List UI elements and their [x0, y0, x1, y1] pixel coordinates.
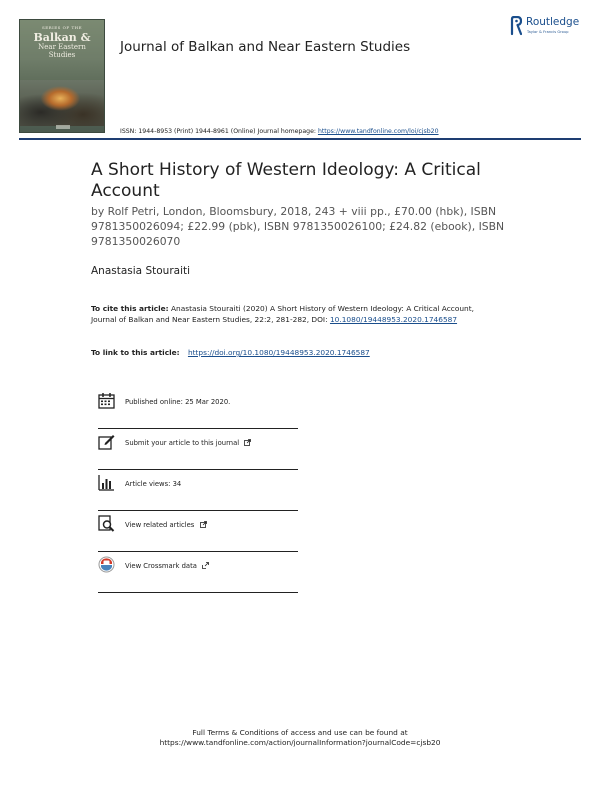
external-link-icon [202, 562, 209, 569]
publisher-tagline: Taylor & Francis Group [527, 30, 569, 34]
issn-line [120, 128, 439, 135]
page-footer [0, 728, 600, 748]
related-row[interactable] [98, 511, 298, 552]
citation-text: Anastasia Stouraiti (2020) A Short History of Western Ideology: A Critical Account, Journal of Balkan and Near Eastern Studies, 22:2, 281-282, DOI: [91, 304, 474, 324]
crossmark-label: View Crossmark data [125, 562, 197, 570]
edit-icon [98, 433, 115, 450]
citation-doi-link[interactable]: 10.1080/19448953.2020.1746587 [329, 315, 458, 324]
issn-text: ISSN: 1944-8953 (Print) 1944-8961 (Online) Journal homepage: [120, 128, 316, 135]
journal-title[interactable]: Journal of Balkan and Near Eastern Studies [120, 39, 411, 55]
cover-photo [20, 80, 104, 126]
submit-row[interactable] [98, 429, 298, 470]
article-subtitle: by Rolf Petri, London, Bloomsbury, 2018, 243 + viii pp., £70.00 (hbk), ISBN 9781350026094; £22.99 (pbk), ISBN 9781350026100; £24.82 (ebook), ISBN 9781350026070 [91, 205, 505, 248]
crossmark-icon [98, 556, 115, 573]
cover-title-line2: Near Eastern [38, 43, 86, 51]
external-link-icon [200, 521, 207, 528]
article-doi-link[interactable]: https://doi.org/10.1080/19448953.2020.1746587 [187, 348, 370, 357]
submit-article-label: Submit your article to this journal [125, 439, 240, 447]
published-row [98, 388, 298, 429]
related-articles-link[interactable] [125, 521, 207, 529]
cover-title [24, 26, 100, 59]
routledge-r-icon [510, 16, 522, 36]
journal-cover-image [19, 19, 105, 133]
cover-title-line3: Studies [48, 51, 76, 59]
calendar-icon [98, 392, 115, 409]
header-divider [19, 138, 581, 140]
publisher-name: Routledge [526, 16, 580, 28]
related-articles-icon [98, 515, 115, 532]
crossmark-row[interactable] [98, 552, 298, 593]
cover-top-text: SERIES OF THE [41, 25, 83, 30]
related-articles-label: View related articles [125, 521, 195, 529]
citation-block [91, 303, 491, 325]
article-link-line [91, 348, 370, 357]
cover-publisher-logo [56, 125, 70, 129]
submit-article-link[interactable] [125, 439, 251, 447]
bar-chart-icon [98, 474, 115, 491]
footer-terms-link[interactable]: https://www.tandfonline.com/action/journalInformation?journalCode=cjsb20 [159, 738, 441, 747]
external-link-icon [244, 439, 251, 446]
crossmark-link[interactable] [125, 562, 209, 570]
cover-title-line1: Balkan & [33, 31, 91, 44]
article-link-label: To link to this article: [91, 348, 180, 357]
article-views: Article views: 34 [125, 480, 182, 488]
citation-label: To cite this article: [91, 304, 169, 313]
article-title: A Short History of Western Ideology: A Critical Account [91, 160, 481, 201]
views-row [98, 470, 298, 511]
footer-terms-text: Full Terms & Conditions of access and use can be found at [192, 728, 408, 737]
article-author: Anastasia Stouraiti [91, 265, 191, 277]
journal-homepage-link[interactable]: https://www.tandfonline.com/loi/cjsb20 [317, 128, 439, 135]
article-meta-list [98, 388, 298, 593]
published-date: Published online: 25 Mar 2020. [125, 398, 231, 406]
routledge-logo[interactable] [510, 16, 584, 38]
